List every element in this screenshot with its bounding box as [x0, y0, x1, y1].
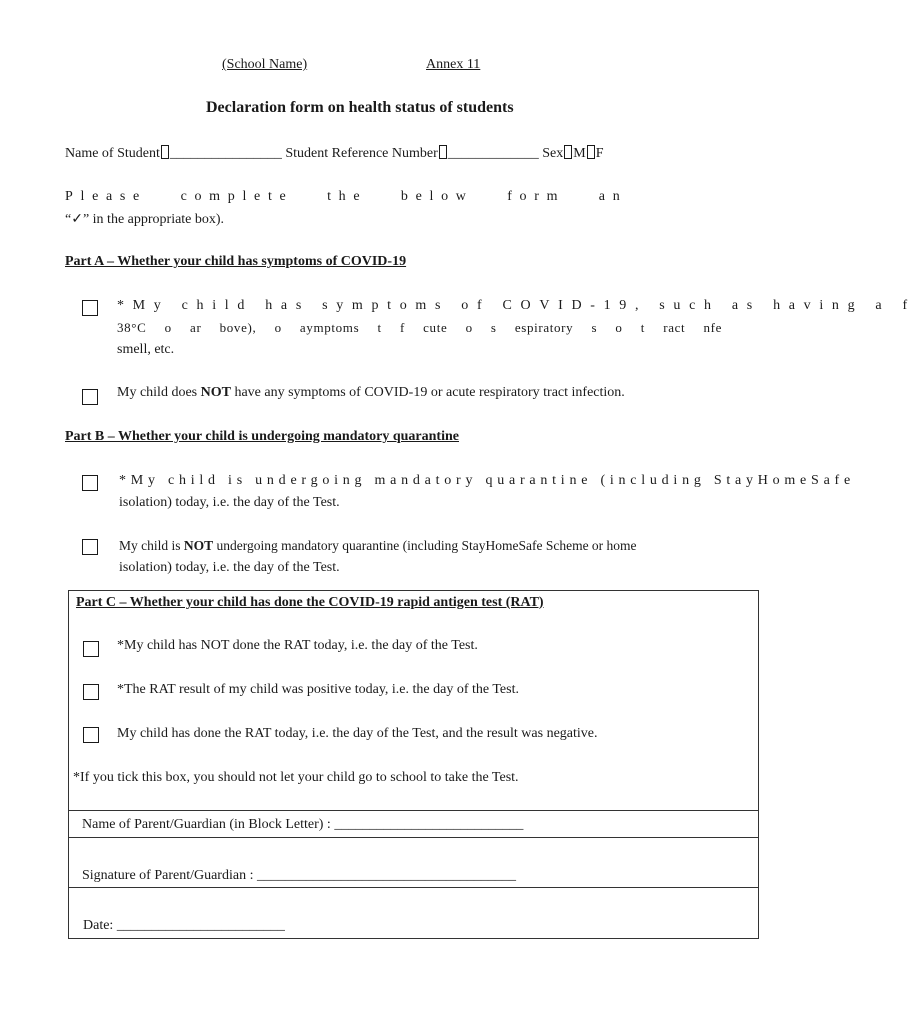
divider — [69, 837, 758, 838]
date-field[interactable]: ________________________ — [116, 918, 285, 933]
part-b-quarantine-checkbox[interactable] — [82, 475, 98, 491]
parent-name-field[interactable]: ___________________________ — [334, 817, 524, 832]
sex-f-label: F — [595, 146, 604, 161]
part-a-opt1-line1: *My child has symptoms of COVID-19, such as having a f — [117, 298, 916, 313]
part-c-positive-checkbox[interactable] — [83, 684, 99, 700]
part-c-opt3: My child has done the RAT today, i.e. the day of the Test, and the result was negative. — [117, 726, 598, 741]
part-b-opt2-text — [119, 538, 637, 554]
missing-glyph-icon — [161, 145, 169, 159]
signature-label: Signature of Parent/Guardian : — [82, 868, 254, 883]
part-a-opt2-pre: My child does — [117, 385, 201, 400]
part-b-no-quarantine-checkbox[interactable] — [82, 539, 98, 555]
student-name-field[interactable]: ________________ — [169, 146, 282, 161]
part-b-opt2-bold: NOT — [183, 538, 214, 553]
sex-m-checkbox[interactable] — [564, 145, 572, 159]
date-row — [83, 918, 285, 934]
school-name: (School Name) — [222, 57, 308, 72]
divider — [69, 810, 758, 811]
signature-row — [82, 868, 516, 884]
part-b-opt1-line2: isolation) today, i.e. the day of the Test. — [119, 495, 340, 510]
sex-f-checkbox[interactable] — [587, 145, 595, 159]
page-title: Declaration form on health status of students — [206, 99, 514, 116]
part-b-opt2-line2: isolation) today, i.e. the day of the Test. — [119, 560, 340, 575]
sex-m-label: M — [573, 146, 586, 161]
part-a-opt2-post: have any symptoms of COVID-19 or acute respiratory tract infection. — [230, 385, 625, 400]
date-label: Date: — [83, 918, 114, 933]
part-a-opt1-line2: 38°C o ar bove), o aymptoms t f cute o s espiratory s o t ract nfe — [117, 320, 723, 335]
part-c-not-done-checkbox[interactable] — [83, 641, 99, 657]
missing-glyph-icon — [439, 145, 447, 159]
instructions-line2: “✓” in the appropriate box). — [65, 212, 225, 227]
divider — [69, 887, 758, 888]
student-name-label: Name of Student — [65, 146, 160, 161]
part-a-opt1-line3: smell, etc. — [117, 342, 175, 357]
part-c-negative-checkbox[interactable] — [83, 727, 99, 743]
parent-name-label: Name of Parent/Guardian (in Block Letter) : — [82, 817, 331, 832]
part-c-opt2: *The RAT result of my child was positive today, i.e. the day of the Test. — [117, 682, 519, 697]
part-a-heading: Part A – Whether your child has symptoms of COVID-19 — [65, 254, 407, 269]
part-c-footnote: *If you tick this box, you should not let your child go to school to take the Test. — [73, 770, 519, 785]
part-b-opt2-pre: My child is — [119, 538, 184, 553]
sex-label: Sex — [542, 146, 564, 161]
part-c-heading: Part C – Whether your child has done the COVID-19 rapid antigen test (RAT) — [76, 595, 544, 610]
part-b-opt2-post: undergoing mandatory quarantine (including StayHomeSafe Scheme or home — [213, 538, 637, 553]
instructions-line1: Please complete the below form an — [65, 189, 628, 204]
student-info-row — [65, 145, 604, 162]
part-c-opt1: *My child has NOT done the RAT today, i.e. the day of the Test. — [117, 638, 478, 653]
student-ref-label: Student Reference Number — [285, 146, 438, 161]
part-a-opt2-text — [117, 385, 625, 401]
part-a-opt2-bold: NOT — [200, 385, 231, 400]
signature-field[interactable]: _____________________________________ — [256, 868, 516, 883]
part-b-opt1-line1: *My child is undergoing mandatory quarantine (including StayHomeSafe — [119, 473, 855, 488]
part-c-box — [68, 590, 759, 939]
part-a-symptoms-checkbox[interactable] — [82, 300, 98, 316]
parent-name-row — [82, 817, 523, 833]
part-b-heading: Part B – Whether your child is undergoing mandatory quarantine — [65, 429, 459, 444]
annex-label: Annex 11 — [426, 57, 481, 72]
student-ref-field[interactable]: _____________ — [447, 146, 539, 161]
part-a-no-symptoms-checkbox[interactable] — [82, 389, 98, 405]
